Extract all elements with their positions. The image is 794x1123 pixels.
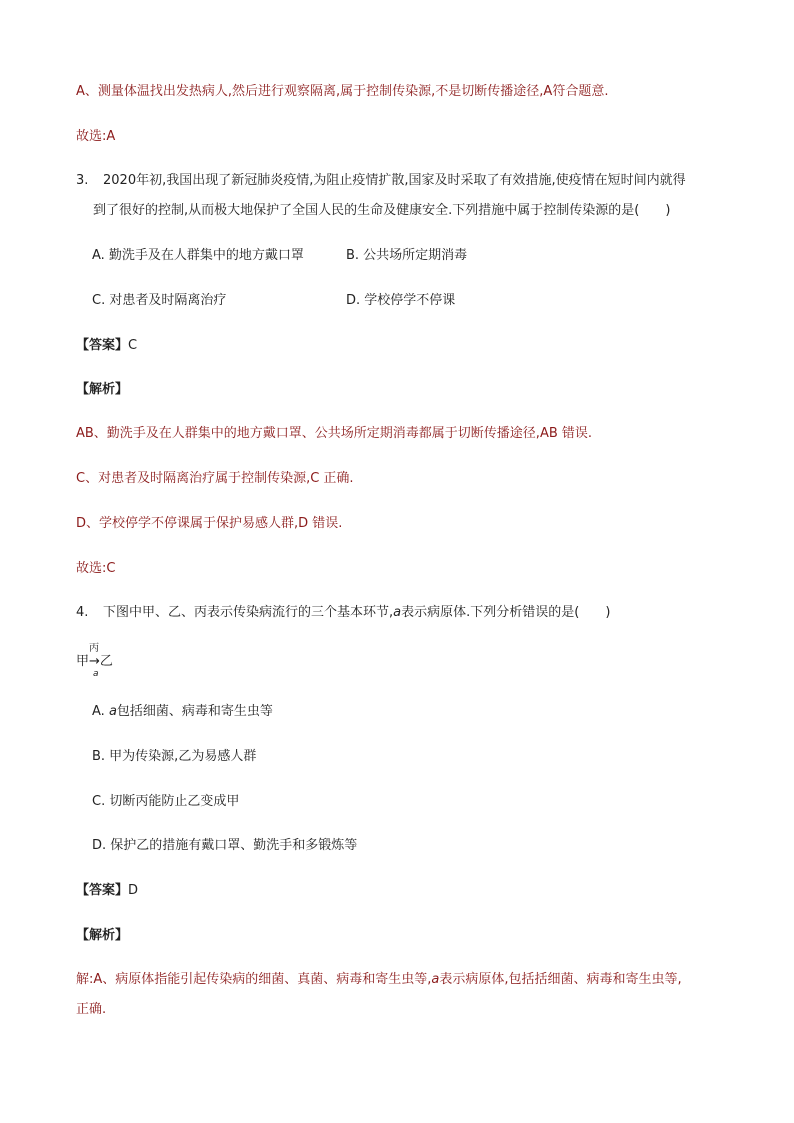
q4-option-a-text: 包括细菌、病毒和寄生虫等 <box>116 704 273 719</box>
formula-top: 丙 <box>89 643 99 654</box>
q4-option-d: D. 保护乙的措施有戴口罩、勤洗手和多锻炼等 <box>92 838 358 853</box>
q4-stem-post: 表示病原体.下列分析错误的是( <box>401 605 580 620</box>
q4-option-a-label: A. <box>92 704 109 719</box>
q4-formula <box>76 644 136 680</box>
prev-analysis-a: A、测量体温找出发热病人,然后进行观察隔离,属于控制传染源,不是切断传播途径,A符合题意. <box>76 84 609 99</box>
q4-analysis-1-post: 表示病原体,包括括细菌、病毒和寄生虫等, <box>439 972 682 987</box>
q3-choice: 故选:C <box>76 561 116 576</box>
q3-answer-value: C <box>128 338 138 353</box>
formula-left: 甲 <box>76 654 90 669</box>
q4-analysis-1 <box>76 970 682 990</box>
q3-stem-line1 <box>76 171 686 191</box>
q4-number: 4. <box>76 605 89 620</box>
q3-analysis-2: C、对患者及时隔离治疗属于控制传染源,C 正确. <box>76 471 354 486</box>
q4-analysis-2: 正确. <box>76 1002 107 1017</box>
q3-answer <box>76 336 137 356</box>
q4-analysis-1-var: a <box>431 972 440 987</box>
q3-stem-close: ) <box>665 203 671 218</box>
q4-analysis-1-pre: 解:A、病原体指能引起传染病的细菌、真菌、病毒和寄生虫等, <box>76 972 432 987</box>
q3-answer-tag: 【答案】 <box>76 338 129 353</box>
q4-option-b: B. 甲为传染源,乙为易感人群 <box>92 749 257 764</box>
q3-option-d: D. 学校停学不停课 <box>346 293 456 308</box>
q4-answer <box>76 881 138 901</box>
q4-stem-close: ) <box>605 605 611 620</box>
q3-stem-text2: 到了很好的控制,从而极大地保护了全国人民的生命及健康安全.下列措施中属于控制传染源的是( <box>93 203 640 218</box>
q3-option-a: A. 勤洗手及在人群集中的地方戴口罩 <box>92 248 304 263</box>
q3-number: 3. <box>76 173 89 188</box>
formula-bottom: a <box>93 669 99 679</box>
q4-analysis-tag: 【解析】 <box>76 928 129 943</box>
q3-stem-text1: 2020年初,我国出现了新冠肺炎疫情,为阻止疫情扩散,国家及时采取了有效措施,使疫情在短时间内就得 <box>103 173 686 188</box>
q3-analysis-1: AB、勤洗手及在人群集中的地方戴口罩、公共场所定期消毒都属于切断传播途径,AB 错误. <box>76 426 593 441</box>
q4-option-a <box>92 702 273 722</box>
q3-option-b: B. 公共场所定期消毒 <box>346 248 468 263</box>
q4-stem <box>76 603 610 623</box>
prev-choice: 故选:A <box>76 129 116 144</box>
q4-stem-var: a <box>393 605 402 620</box>
q4-stem-pre: 下图中甲、乙、丙表示传染病流行的三个基本环节, <box>103 605 394 620</box>
q4-answer-value: D <box>128 883 139 898</box>
q4-answer-tag: 【答案】 <box>76 883 129 898</box>
q4-option-a-var: a <box>108 704 117 719</box>
formula-right: 乙 <box>99 654 113 669</box>
q3-analysis-tag: 【解析】 <box>76 382 129 397</box>
q3-option-c: C. 对患者及时隔离治疗 <box>92 293 227 308</box>
q3-analysis-3: D、学校停学不停课属于保护易感人群,D 错误. <box>76 516 343 531</box>
formula-arrow: → <box>89 654 100 669</box>
q3-stem-line2 <box>93 201 670 221</box>
q4-option-c: C. 切断丙能防止乙变成甲 <box>92 794 240 809</box>
